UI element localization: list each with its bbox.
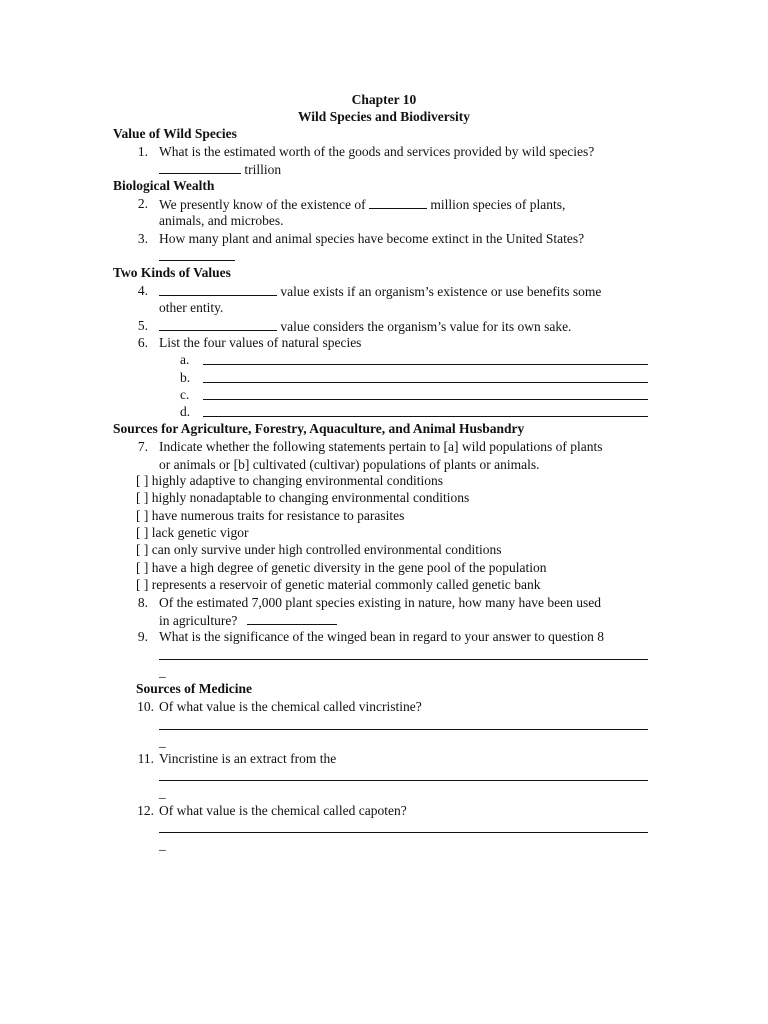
list-letter: b. [180, 370, 191, 385]
list-letter: d. [180, 404, 191, 419]
statement-item[interactable]: [ ] can only survive under high controlled environmental conditions [136, 542, 502, 557]
question-text: How many plant and animal species have become extinct in the United States? [159, 231, 585, 246]
question-text: We presently know of the existence of million species of plants, [159, 197, 566, 212]
question-text: Indicate whether the following statements pertain to [a] wild populations of plants [159, 439, 603, 454]
question-text: Of what value is the chemical called vincristine? [159, 699, 422, 714]
question-number: 6. [137, 335, 148, 350]
question-number: 10. [137, 699, 154, 714]
question-number: 11. [137, 751, 154, 766]
answer-blank[interactable] [159, 260, 235, 261]
answer-blank[interactable] [369, 195, 427, 209]
answer-line[interactable] [159, 659, 648, 660]
question-text: value considers the organism’s value for its own sake. [159, 317, 571, 335]
question-number: 12. [137, 803, 154, 818]
answer-suffix: trillion [244, 162, 282, 177]
trailing-mark: _ [159, 785, 166, 800]
question-text: What is the estimated worth of the goods and services provided by wild species? [159, 144, 595, 159]
question-text: Vincristine is an extract from the [159, 751, 337, 766]
section-heading: Biological Wealth [113, 178, 215, 193]
section-heading: Value of Wild Species [113, 126, 237, 141]
answer-row [159, 160, 281, 178]
question-number: 2. [137, 196, 148, 211]
question-text: List the four values of natural species [159, 335, 362, 350]
answer-line[interactable] [159, 729, 648, 730]
chapter-heading: Chapter 10 [351, 92, 417, 107]
question-text-continued: or animals or [b] cultivated (cultivar) populations of plants or animals. [159, 457, 540, 472]
statement-item[interactable]: [ ] highly adaptive to changing environmental conditions [136, 473, 444, 488]
question-number: 1. [137, 144, 148, 159]
question-text: Of the estimated 7,000 plant species existing in nature, how many have been used [159, 595, 602, 610]
list-letter: a. [180, 352, 190, 367]
trailing-mark: _ [159, 837, 166, 852]
answer-line[interactable] [159, 780, 648, 781]
statement-item[interactable]: [ ] lack genetic vigor [136, 525, 249, 540]
answer-line[interactable] [203, 399, 648, 400]
answer-blank[interactable] [159, 160, 241, 174]
answer-blank[interactable] [159, 282, 277, 296]
section-heading: Sources for Agriculture, Forestry, Aquaculture, and Animal Husbandry [113, 421, 525, 436]
answer-blank[interactable] [159, 317, 277, 331]
question-number: 5. [137, 318, 148, 333]
question-number: 7. [137, 439, 148, 454]
section-heading: Sources of Medicine [136, 681, 252, 696]
question-number: 9. [137, 629, 148, 644]
trailing-mark: _ [159, 734, 166, 749]
answer-line[interactable] [159, 832, 648, 833]
statement-item[interactable]: [ ] represents a reservoir of genetic material commonly called genetic bank [136, 577, 541, 592]
question-text-continued: animals, and microbes. [159, 213, 284, 228]
question-number: 8. [137, 595, 148, 610]
trailing-mark: _ [159, 664, 166, 679]
question-number: 4. [137, 283, 148, 298]
answer-blank[interactable] [247, 611, 337, 625]
section-heading: Two Kinds of Values [113, 265, 231, 280]
question-text: Of what value is the chemical called capoten? [159, 803, 407, 818]
question-text-continued: other entity. [159, 300, 224, 315]
question-text-continued: in agriculture? [159, 611, 337, 629]
list-letter: c. [180, 387, 190, 402]
question-text: value exists if an organism’s existence or use benefits some [159, 282, 601, 300]
answer-line[interactable] [203, 382, 648, 383]
page-title: Wild Species and Biodiversity [298, 109, 470, 124]
statement-item[interactable]: [ ] have a high degree of genetic diversity in the gene pool of the population [136, 560, 547, 575]
answer-line[interactable] [203, 364, 648, 365]
statement-item[interactable]: [ ] highly nonadaptable to changing environmental conditions [136, 490, 470, 505]
statement-item[interactable]: [ ] have numerous traits for resistance to parasites [136, 508, 405, 523]
answer-line[interactable] [203, 416, 648, 417]
question-number: 3. [137, 231, 148, 246]
question-text: What is the significance of the winged bean in regard to your answer to question 8 [159, 629, 604, 644]
